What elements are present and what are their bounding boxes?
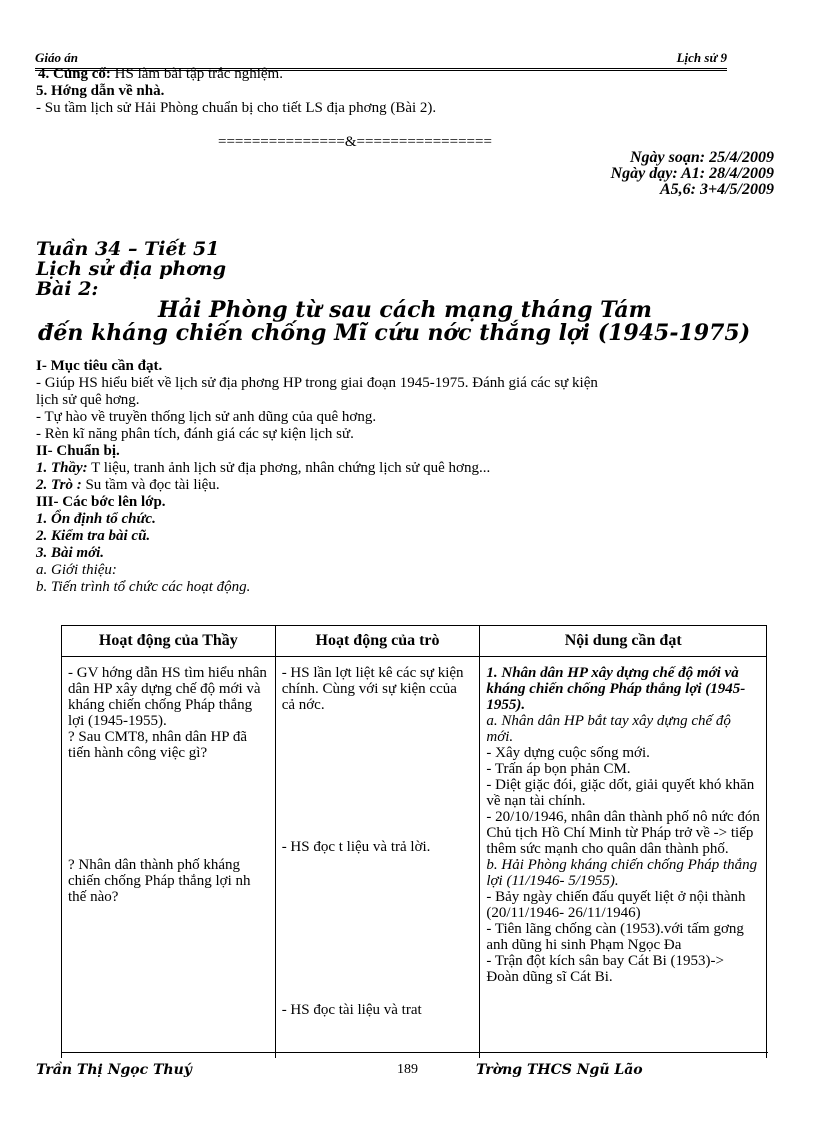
table-row bbox=[62, 657, 767, 1059]
teacher-p2: ? Sau CMT8, nhân dân HP đã tiến hành công việc gì? bbox=[68, 729, 248, 761]
header-student: Hoạt động của trò bbox=[275, 626, 480, 657]
objective-2: - Tự hào về truyền thống lịch sử anh dũng của quê hơng. bbox=[36, 409, 377, 425]
student-p2: - HS đọc t liệu và trả lời. bbox=[281, 839, 431, 855]
step-1: 1. Ổn định tổ chức. bbox=[36, 511, 156, 527]
content-l6: - Tiên lãng chống càn (1953).với tấm gơng anh dũng hi sinh Phạm Ngọc Đa bbox=[486, 921, 744, 953]
table-bottom-border bbox=[61, 1052, 768, 1053]
steps-heading: III- Các bớc lên lớp. bbox=[36, 494, 166, 510]
header-right: Lịch sử 9 bbox=[676, 50, 727, 65]
step-3: 3. Bài mới. bbox=[36, 545, 105, 561]
lesson-title-line1: Hải Phòng từ sau cách mạng tháng Tám bbox=[158, 297, 652, 323]
content-l4: - 20/10/1946, nhân dân thành phố nô nức đón Chủ tịch Hồ Chí Minh từ Pháp trở về -> tiếp thêm sức mạnh cho quân dân thành phố. bbox=[486, 809, 760, 857]
lesson-title-line2: đến kháng chiến chống Mĩ cứu nớc thắng lợi (1945-1975) bbox=[38, 320, 751, 346]
header-left: Giáo án bbox=[35, 50, 78, 65]
preparation-heading: II- Chuẩn bị. bbox=[36, 443, 120, 459]
footer-author: Trần Thị Ngọc Thuý bbox=[36, 1062, 192, 1078]
content-a: a. Nhân dân HP bắt tay xây dựng chế độ mới. bbox=[486, 713, 731, 745]
teacher-p3: ? Nhân dân thành phố kháng chiến chống Pháp thắng lợi nh thế nào? bbox=[68, 857, 251, 905]
date-taught-a56: A5,6: 3+4/5/2009 bbox=[659, 181, 774, 198]
huong-dan-text: - Su tầm lịch sử Hải Phòng chuẩn bị cho tiết LS địa phơng (Bài 2). bbox=[36, 100, 437, 116]
teacher-p1: - GV hớng dẫn HS tìm hiểu nhân dân HP xây dựng chế độ mới và kháng chiến chống Pháp thắng lợi (1945-1955). bbox=[68, 665, 267, 729]
preparation-teacher: 1. Thầy: T liệu, tranh ảnh lịch sử địa phơng, nhân chứng lịch sử quê hơng... bbox=[36, 460, 491, 476]
lesson-week: Tuần 34 – Tiết 51 bbox=[36, 238, 220, 260]
objective-3: - Rèn kĩ năng phân tích, đánh giá các sự kiện lịch sử. bbox=[36, 426, 354, 442]
content-l5: - Bảy ngày chiến đấu quyết liệt ở nội thành (20/11/1946- 26/11/1946) bbox=[486, 889, 746, 921]
dates-block bbox=[611, 150, 774, 198]
content-b: b. Hải Phòng kháng chiến chống Pháp thắng lợi (11/1946- 5/1955). bbox=[486, 857, 758, 889]
date-prepared: Ngày soạn: 25/4/2009 bbox=[630, 149, 774, 166]
step-2: 2. Kiểm tra bài cũ. bbox=[36, 528, 151, 544]
header-teacher: Hoạt động của Thầy bbox=[62, 626, 276, 657]
objectives-heading: I- Mục tiêu cần đạt. bbox=[36, 358, 163, 374]
objective-1b: lịch sử quê hơng. bbox=[36, 392, 140, 408]
date-taught-a1: Ngày dạy: A1: 28/4/2009 bbox=[610, 165, 774, 182]
content-l1: - Xây dựng cuộc sống mới. bbox=[486, 745, 650, 761]
table-header-row bbox=[62, 626, 767, 657]
content-l7: - Trận đột kích sân bay Cát Bi (1953)-> Đoàn dũng sĩ Cát Bi. bbox=[486, 953, 724, 985]
step-3a: a. Giới thiệu: bbox=[36, 562, 117, 578]
teacher-cell bbox=[62, 657, 276, 1059]
footer-school: Trờng THCS Ngũ Lão bbox=[476, 1062, 643, 1078]
step-3b: b. Tiến trình tổ chức các hoạt động. bbox=[36, 579, 251, 595]
student-cell bbox=[275, 657, 480, 1059]
content-h1: 1. Nhân dân HP xây dựng chế độ mới và kháng chiến chống Pháp thắng lợi (1945-1955). bbox=[486, 665, 746, 713]
content-l2: - Trấn áp bọn phản CM. bbox=[486, 761, 631, 777]
separator: ===============&================ bbox=[218, 134, 492, 150]
content-cell bbox=[480, 657, 767, 1059]
student-p3: - HS đọc tài liệu và trat bbox=[281, 1002, 422, 1018]
content-l3: - Diệt giặc đói, giặc dốt, giải quyết khó khăn về nạn tài chính. bbox=[486, 777, 755, 809]
activity-table bbox=[61, 625, 767, 1058]
objective-1a: - Giúp HS hiểu biết về lịch sử địa phơng HP trong giai đoạn 1945-1975. Đánh giá các sự kiện bbox=[36, 375, 598, 391]
huong-dan-heading: 5. Hớng dẫn về nhà. bbox=[36, 83, 165, 99]
lesson-subject: Lịch sử địa phơng bbox=[36, 258, 226, 280]
lesson-number: Bài 2: bbox=[36, 278, 99, 300]
cung-co-line: 4. Củng cố: HS làm bài tập trắc nghiệm. bbox=[38, 66, 283, 82]
header-content: Nội dung cần đạt bbox=[480, 626, 767, 657]
student-p1: - HS lần lợt liệt kê các sự kiện chính. Cùng với sự kiện ccủa cả nớc. bbox=[281, 665, 464, 713]
preparation-student: 2. Trò : Su tầm và đọc tài liệu. bbox=[36, 477, 220, 493]
footer-page-number: 189 bbox=[397, 1062, 418, 1077]
